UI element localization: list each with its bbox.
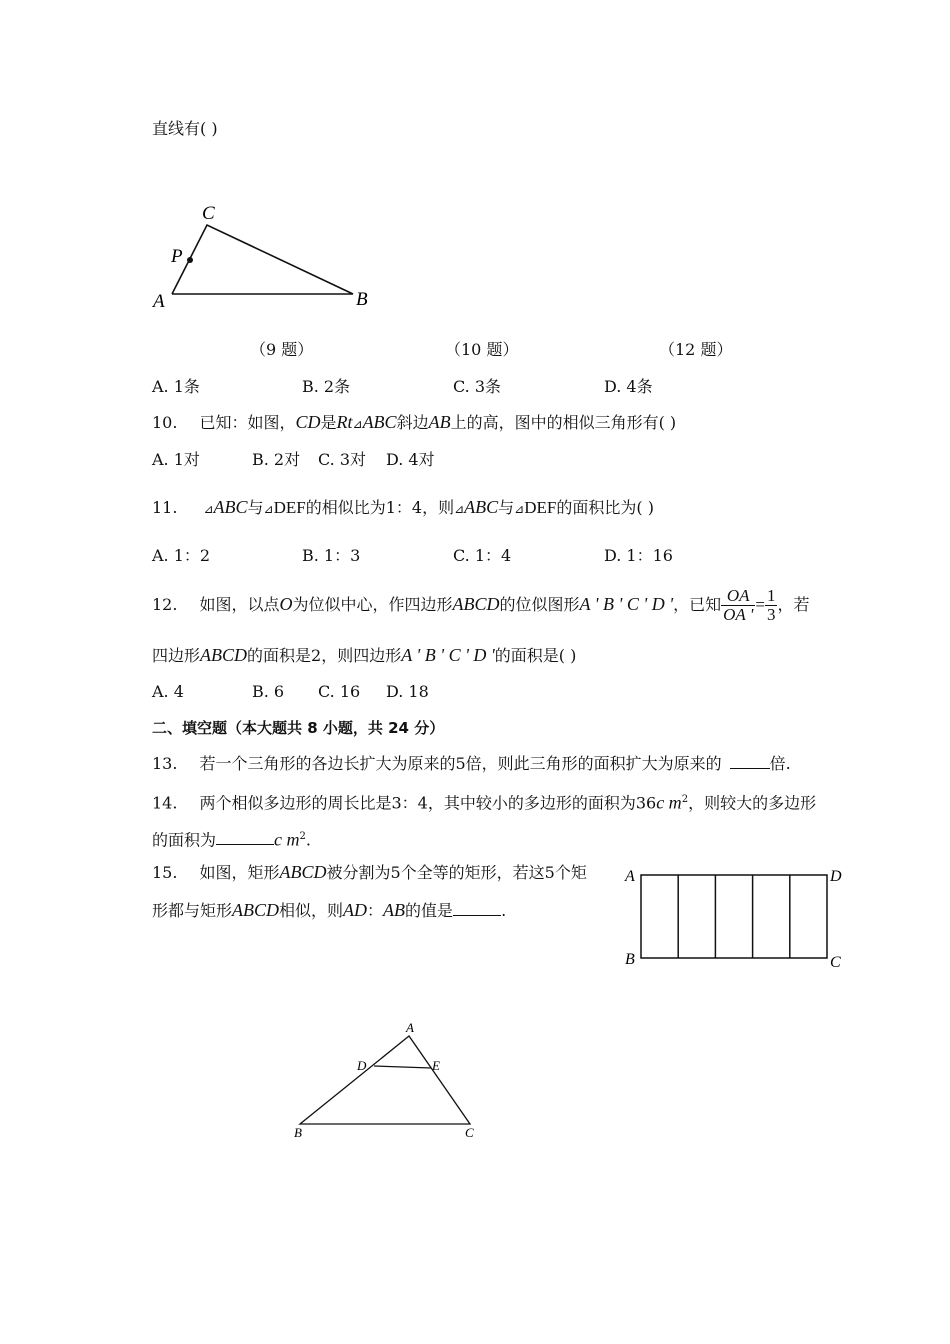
q12-text: ，若 — [777, 595, 810, 614]
q9-option-d[interactable]: D. 4条 — [604, 377, 653, 396]
q9-label-c: C — [202, 203, 215, 224]
q15-answer-blank[interactable] — [453, 901, 501, 916]
q9-stem-tail: 直线有( ) — [152, 119, 218, 138]
caption-q10: （10 题） — [445, 340, 519, 359]
q15-text: 的值是 — [405, 901, 454, 920]
q12-triangle-figure — [285, 1020, 485, 1145]
q12-question-line1 — [152, 584, 809, 625]
q11-def: DEF — [524, 498, 557, 517]
q12-label-e: E — [432, 1058, 440, 1073]
q14-text: . — [305, 830, 311, 850]
q11-abc: ABC — [213, 497, 248, 517]
q15-text: 形都与矩形 — [152, 901, 233, 920]
q10-abc: ABC — [362, 412, 397, 432]
q12-label-b: B — [294, 1125, 302, 1140]
q15-label-a: A — [625, 868, 635, 885]
q14-text: 的面积为 — [152, 830, 217, 850]
q10-text: 斜边 — [396, 413, 429, 432]
triangle-symbol-icon: ⊿ — [454, 502, 465, 516]
q15-rectangle-figure — [620, 860, 850, 975]
q11-option-a[interactable]: A. 1：2 — [152, 546, 211, 565]
q15-abcd: ABCD — [232, 900, 280, 920]
q15-label-b: B — [625, 951, 635, 968]
q15-ab: AB — [383, 900, 406, 920]
q12-label-a: A — [406, 1020, 414, 1035]
q14-cm: c m — [656, 792, 682, 813]
q12-abcd: ABCD — [200, 645, 248, 665]
q12-text: 四边形 — [152, 646, 201, 665]
q10-number: 10. — [152, 413, 178, 432]
q12-question-line2 — [152, 645, 576, 666]
q11-option-d[interactable]: D. 1：16 — [604, 546, 673, 565]
q14-question-line1 — [152, 790, 816, 813]
q9-label-a: A — [153, 291, 165, 312]
q12-a-prime: A ' B ' C ' D ' — [579, 594, 674, 614]
q11-question — [152, 497, 654, 519]
triangle-symbol-icon: ⊿ — [352, 417, 363, 431]
q11-text: 的面积比为( ) — [556, 498, 654, 517]
q14-cm: c m — [274, 829, 300, 850]
q10-ab: AB — [428, 412, 451, 432]
q15-colon: ： — [367, 901, 384, 920]
q15-text: 如图，矩形 — [199, 863, 280, 882]
q12-number: 12. — [152, 595, 178, 614]
q12-option-b[interactable]: B. 6 — [252, 682, 285, 701]
q11-option-b[interactable]: B. 1：3 — [302, 546, 361, 565]
q12-equals: = — [755, 595, 765, 614]
q12-text: 的面积是( ) — [494, 646, 577, 665]
q12-label-c: C — [465, 1125, 474, 1140]
q11-def: DEF — [273, 498, 306, 517]
q12-o: O — [279, 594, 293, 614]
q10-option-b[interactable]: B. 2对 — [252, 450, 301, 469]
q15-text: 被分割为5个全等的矩形，若这5个矩 — [326, 863, 587, 882]
q12-text: 为位似中心，作四边形 — [292, 595, 453, 614]
caption-q9: （9 题） — [250, 340, 314, 359]
q12-label-d: D — [357, 1058, 367, 1073]
q15-question-line1 — [152, 862, 587, 883]
triangle-symbol-icon: ⊿ — [263, 502, 274, 516]
q11-text: 与 — [247, 498, 264, 517]
q10-rt: Rt — [336, 412, 353, 432]
q12-abcd: ABCD — [452, 594, 500, 614]
q9-option-c[interactable]: C. 3条 — [453, 377, 502, 396]
q10-text: 是 — [320, 413, 337, 432]
q9-option-a[interactable]: A. 1条 — [152, 377, 200, 396]
triangle-symbol-icon: ⊿ — [203, 502, 214, 516]
q11-number: 11. — [152, 498, 178, 517]
q12-text: 的位似图形 — [499, 595, 580, 614]
q11-text: 的相似比为1：4，则 — [305, 498, 455, 517]
q15-number: 15. — [152, 863, 178, 882]
q12-text: ，已知 — [673, 595, 722, 614]
q12-option-a[interactable]: A. 4 — [152, 682, 184, 701]
q15-text: 相似，则 — [279, 901, 344, 920]
q10-question — [152, 412, 676, 434]
q12-option-c[interactable]: C. 16 — [318, 682, 361, 701]
q10-text: 上的高，图中的相似三角形有( ) — [450, 413, 677, 432]
q15-ad: AD — [343, 900, 368, 920]
q14-sup: 2 — [681, 794, 689, 805]
q9-label-b: B — [356, 289, 368, 310]
q14-text: 两个相似多边形的周长比是3：4，其中较小的多边形的面积为36 — [199, 793, 657, 813]
q11-abc: ABC — [464, 497, 499, 517]
q15-label-c: C — [830, 954, 841, 971]
q15-question-line2 — [152, 900, 506, 921]
q12-fraction-one-third: $\frac{1}{3}$ — [766, 586, 776, 624]
q12-fraction-oa: $\frac{OA}{OA '}$ — [723, 586, 754, 624]
q14-question-line2 — [152, 827, 311, 850]
q15-text: . — [501, 901, 507, 920]
q9-triangle-figure — [145, 195, 385, 315]
q12-option-d[interactable]: D. 18 — [386, 682, 429, 701]
q11-text: 与 — [498, 498, 515, 517]
q12-text: 如图，以点 — [199, 595, 280, 614]
q10-option-c[interactable]: C. 3对 — [318, 450, 367, 469]
q12-text: 的面积是2，则四边形 — [247, 646, 402, 665]
q13-answer-blank[interactable] — [730, 754, 770, 769]
q13-number: 13. — [152, 754, 178, 773]
q15-label-d: D — [830, 868, 842, 885]
q9-label-p: P — [171, 246, 183, 267]
q12-a-prime: A ' B ' C ' D ' — [401, 645, 495, 665]
q14-text: ，则较大的多边形 — [688, 793, 817, 813]
q14-number: 14. — [152, 793, 178, 813]
section-heading-fill-in: 二、填空题（本大题共 8 小题，共 24 分） — [152, 719, 445, 737]
q10-text: 已知：如图， — [199, 413, 296, 432]
q14-answer-blank[interactable] — [216, 830, 274, 845]
q11-option-c[interactable]: C. 1：4 — [453, 546, 512, 565]
caption-q12: （12 题） — [659, 340, 733, 359]
q14-sup: 2 — [299, 831, 306, 842]
q10-option-d[interactable]: D. 4对 — [386, 450, 435, 469]
triangle-symbol-icon: ⊿ — [514, 502, 525, 516]
q10-option-a[interactable]: A. 1对 — [152, 450, 200, 469]
q13-text: 倍. — [769, 754, 791, 773]
q13-text: 若一个三角形的各边长扩大为原来的5倍，则此三角形的面积扩大为原来的 — [199, 754, 722, 773]
q13-question — [152, 754, 791, 774]
q15-abcd: ABCD — [279, 862, 327, 882]
q9-option-b[interactable]: B. 2条 — [302, 377, 351, 396]
q10-cd: CD — [295, 412, 321, 432]
